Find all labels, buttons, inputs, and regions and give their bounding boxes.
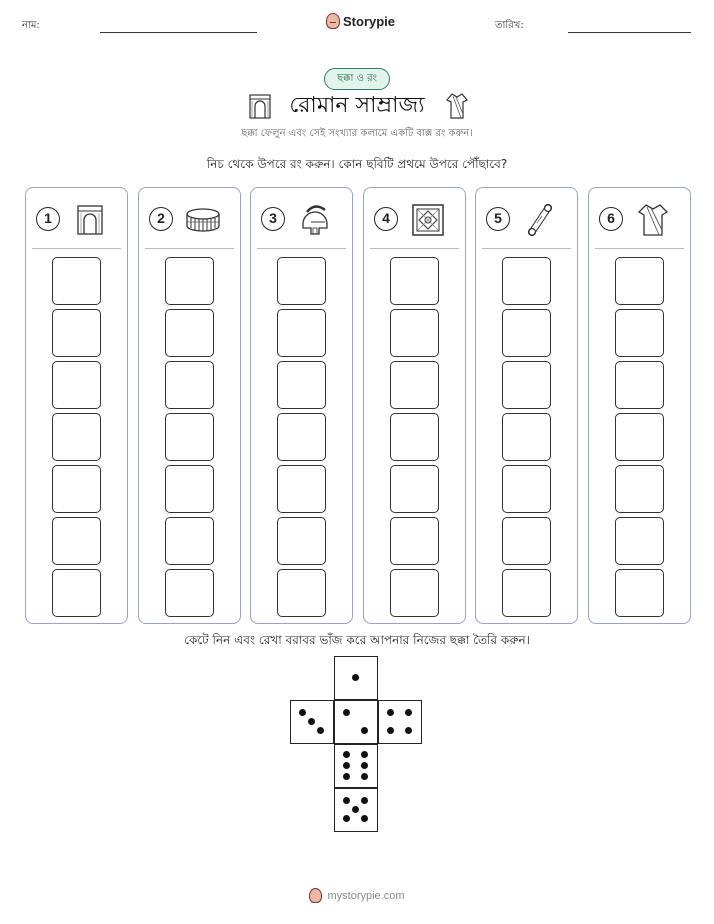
color-box[interactable] — [390, 413, 439, 461]
page-title: রোমান সাম্রাজ্য — [289, 93, 425, 118]
color-box[interactable] — [52, 413, 101, 461]
color-box[interactable] — [52, 465, 101, 513]
dice-pip — [387, 727, 394, 734]
dice-pip — [317, 727, 324, 734]
color-box[interactable] — [165, 361, 214, 409]
dice-pip — [361, 727, 368, 734]
instruction: নিচ থেকে উপরে রং করুন। কোন ছবিটি প্রথমে উপরে পৌঁছাবে? — [206, 157, 508, 171]
race-column — [138, 187, 241, 624]
date-line[interactable] — [568, 32, 691, 33]
dice-face — [378, 700, 422, 744]
dice-pip — [361, 762, 368, 769]
color-box[interactable] — [52, 569, 101, 617]
color-box[interactable] — [502, 309, 551, 357]
color-box[interactable] — [277, 361, 326, 409]
dice-pip — [308, 718, 315, 725]
color-box[interactable] — [390, 361, 439, 409]
color-box[interactable] — [277, 517, 326, 565]
footer-site[interactable]: mystorypie.com — [327, 889, 405, 902]
race-column — [363, 187, 466, 624]
roman-helmet-icon — [297, 202, 333, 238]
dice-pip — [405, 727, 412, 734]
color-box[interactable] — [390, 569, 439, 617]
color-box[interactable] — [390, 257, 439, 305]
dice-pip — [343, 709, 350, 716]
column-divider — [145, 248, 234, 249]
column-number: 6 — [599, 207, 623, 231]
dice-face — [334, 788, 378, 832]
column-divider — [595, 248, 684, 249]
column-number: 5 — [486, 207, 510, 231]
color-box[interactable] — [165, 413, 214, 461]
dice-pip — [352, 674, 359, 681]
colosseum-icon — [185, 202, 221, 238]
column-divider — [257, 248, 346, 249]
column-number: 2 — [149, 207, 173, 231]
dice-pip — [405, 709, 412, 716]
color-box[interactable] — [52, 517, 101, 565]
dice-pip — [343, 762, 350, 769]
color-box[interactable] — [390, 517, 439, 565]
color-box[interactable] — [615, 517, 664, 565]
color-box[interactable] — [277, 465, 326, 513]
activity-badge: ছক্কা ও রং — [324, 68, 390, 90]
dice-pip — [343, 773, 350, 780]
dice-pip — [361, 797, 368, 804]
color-box[interactable] — [52, 257, 101, 305]
color-box[interactable] — [615, 257, 664, 305]
dice-face — [334, 656, 378, 700]
color-box[interactable] — [277, 413, 326, 461]
color-box[interactable] — [502, 413, 551, 461]
scroll-icon — [522, 202, 558, 238]
color-box[interactable] — [165, 257, 214, 305]
column-divider — [370, 248, 459, 249]
column-divider — [32, 248, 121, 249]
storypie-logo-icon — [326, 13, 340, 29]
footer — [0, 888, 714, 903]
storypie-logo-icon — [309, 888, 322, 903]
color-box[interactable] — [615, 413, 664, 461]
column-number: 4 — [374, 207, 398, 231]
dice-pip — [387, 709, 394, 716]
color-box[interactable] — [502, 569, 551, 617]
toga-icon — [445, 92, 469, 120]
color-box[interactable] — [502, 257, 551, 305]
race-column — [250, 187, 353, 624]
color-box[interactable] — [277, 309, 326, 357]
dice-face — [334, 744, 378, 788]
color-box[interactable] — [615, 569, 664, 617]
color-box[interactable] — [615, 465, 664, 513]
color-box[interactable] — [165, 309, 214, 357]
color-box[interactable] — [277, 569, 326, 617]
name-label: নাম: — [22, 20, 40, 31]
dice-pip — [343, 751, 350, 758]
color-box[interactable] — [502, 361, 551, 409]
dice-pip — [361, 751, 368, 758]
name-line[interactable] — [100, 32, 257, 33]
dice-pip — [352, 806, 359, 813]
color-box[interactable] — [502, 517, 551, 565]
race-column — [475, 187, 578, 624]
color-box[interactable] — [502, 465, 551, 513]
brand-name: Storypie — [343, 13, 396, 29]
column-divider — [482, 248, 571, 249]
color-box[interactable] — [390, 465, 439, 513]
date-label: তারিখ: — [495, 20, 524, 31]
dice-face — [334, 700, 378, 744]
color-box[interactable] — [615, 309, 664, 357]
toga-icon — [635, 202, 671, 238]
dice-pip — [361, 815, 368, 822]
cut-instruction: কেটে নিন এবং রেখা বরাবর ভাঁজ করে আপনার নিজের ছক্কা তৈরি করুন। — [184, 633, 530, 647]
color-box[interactable] — [52, 309, 101, 357]
dice-face — [290, 700, 334, 744]
color-box[interactable] — [390, 309, 439, 357]
color-box[interactable] — [52, 361, 101, 409]
mosaic-tile-icon — [410, 202, 446, 238]
dice-pip — [343, 815, 350, 822]
color-box[interactable] — [165, 517, 214, 565]
color-box[interactable] — [615, 361, 664, 409]
roman-arch-icon — [72, 202, 108, 238]
race-column — [588, 187, 691, 624]
color-box[interactable] — [277, 257, 326, 305]
dice-pip — [299, 709, 306, 716]
race-column — [25, 187, 128, 624]
color-box[interactable] — [165, 465, 214, 513]
dice-pip — [361, 773, 368, 780]
column-number: 1 — [36, 207, 60, 231]
brand — [326, 13, 395, 29]
column-number: 3 — [261, 207, 285, 231]
subtitle: ছক্কা ফেলুন এবং সেই সংখ্যার কলামে একটি বাক্স রং করুন। — [241, 128, 473, 139]
color-box[interactable] — [165, 569, 214, 617]
dice-pip — [343, 797, 350, 804]
